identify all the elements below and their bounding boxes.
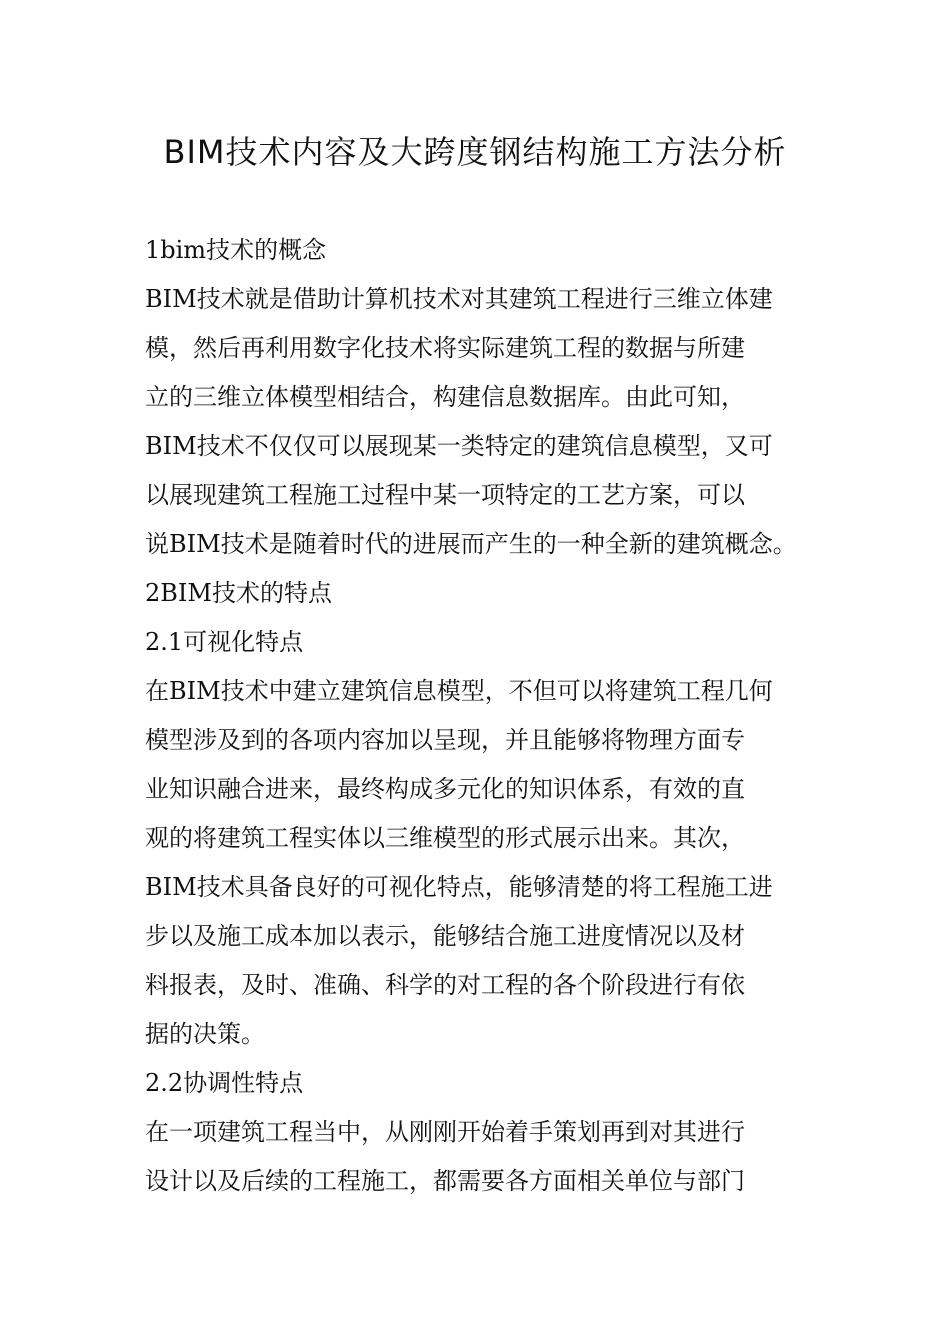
paragraph-line: 在一项建筑工程当中，从刚刚开始着手策划再到对其进行 [145, 1118, 745, 1146]
paragraph-line: 模，然后再利用数字化技术将实际建筑工程的数据与所建 [145, 334, 745, 362]
subsection-heading-2-1: 2.1可视化特点 [145, 628, 304, 656]
document-title: BIM技术内容及大跨度钢结构施工方法分析 [163, 133, 787, 171]
paragraph-line: 据的决策。 [145, 1020, 265, 1048]
section-heading-1: 1bim技术的概念 [145, 236, 327, 264]
paragraph-line: 观的将建筑工程实体以三维模型的形式展示出来。其次， [145, 824, 745, 852]
paragraph-line: 说BIM技术是随着时代的进展而产生的一种全新的建筑概念。 [145, 530, 797, 558]
paragraph-line: 设计以及后续的工程施工，都需要各方面相关单位与部门 [145, 1167, 745, 1195]
paragraph-line: BIM技术具备良好的可视化特点，能够清楚的将工程施工进 [145, 873, 773, 901]
paragraph-line: BIM技术不仅仅可以展现某一类特定的建筑信息模型，又可 [145, 432, 773, 460]
paragraph-line: 立的三维立体模型相结合，构建信息数据库。由此可知， [145, 383, 745, 411]
subsection-heading-2-2: 2.2协调性特点 [145, 1069, 304, 1097]
paragraph-line: 以展现建筑工程施工过程中某一项特定的工艺方案，可以 [145, 481, 745, 509]
section-heading-2: 2BIM技术的特点 [145, 579, 332, 607]
paragraph-line: 模型涉及到的各项内容加以呈现，并且能够将物理方面专 [145, 726, 745, 754]
paragraph-line: 业知识融合进来，最终构成多元化的知识体系，有效的直 [145, 775, 745, 803]
paragraph-line: BIM技术就是借助计算机技术对其建筑工程进行三维立体建 [145, 285, 773, 313]
paragraph-line: 步以及施工成本加以表示，能够结合施工进度情况以及材 [145, 922, 745, 950]
document-body [145, 226, 825, 1206]
paragraph-line: 在BIM技术中建立建筑信息模型，不但可以将建筑工程几何 [145, 677, 773, 705]
paragraph-line: 料报表，及时、准确、科学的对工程的各个阶段进行有依 [145, 971, 745, 999]
